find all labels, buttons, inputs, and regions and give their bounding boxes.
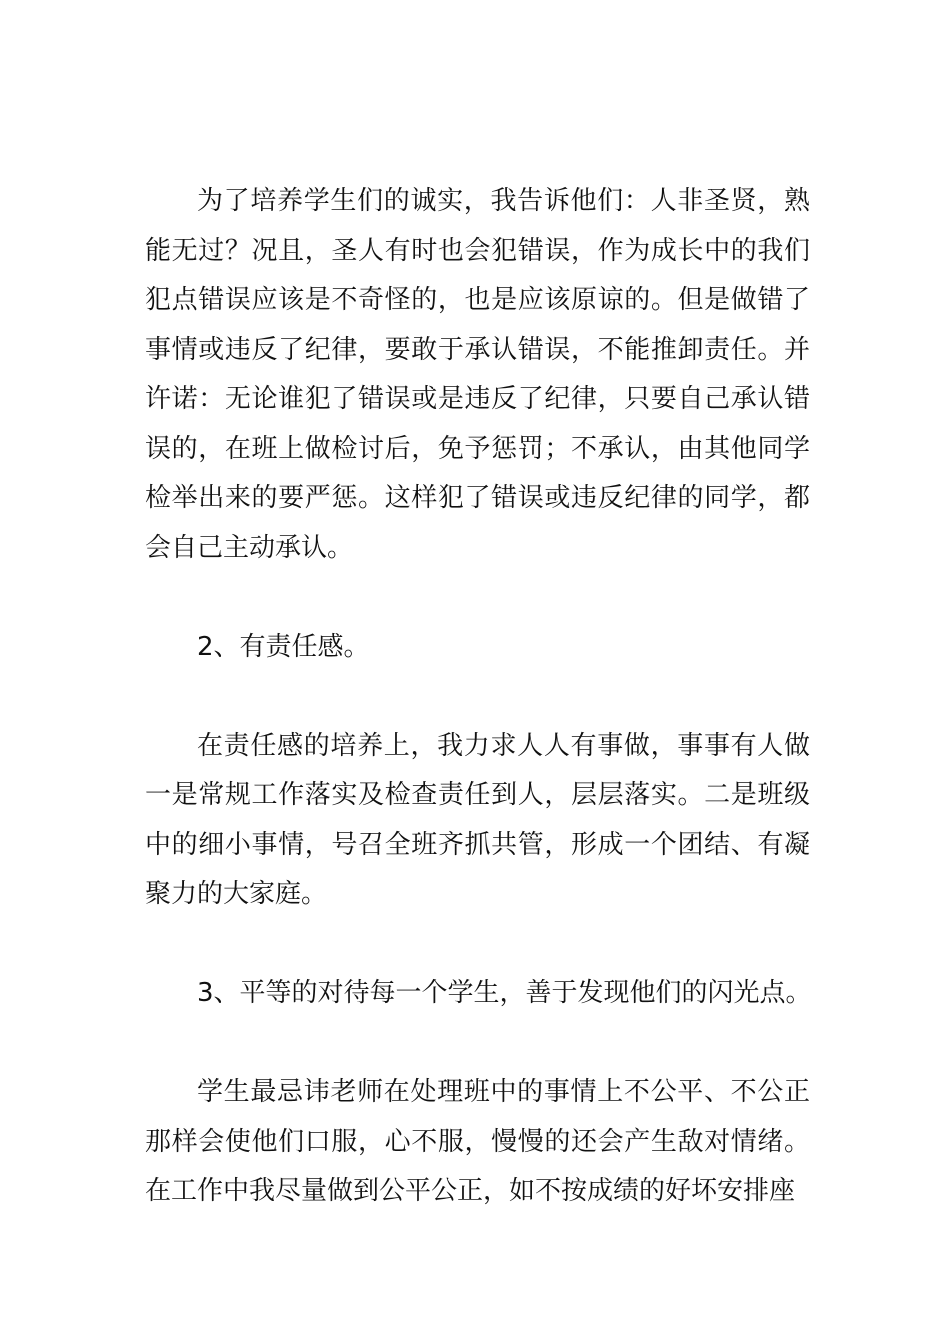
paragraph-responsibility: 在责任感的培养上，我力求人人有事做，事事有人做一是常规工作落实及检查责任到人，层层落实。二是班级中的细小事情，号召全班齐抓共管，形成一个团结、有凝聚力的大家庭。 [145,730,810,909]
heading-equality: 3、平等的对待每一个学生，善于发现他们的闪光点。 [197,978,812,1008]
heading-responsibility: 2、有责任感。 [197,631,370,662]
paragraph-gap [145,573,810,623]
paragraph-honesty: 为了培养学生们的诚实，我告诉他们：人非圣贤，熟能无过？况且，圣人有时也会犯错误，作为成长中的我们犯点错误应该是不奇怪的，也是应该原谅的。但是做错了事情或违反了纪律，要敢于承认错误，不能推卸责任。并许诺：无论谁犯了错误或是违反了纪律，只要自己承认错误的，在班上做检讨后，免予惩罚；不承认，由其他同学检举出来的要严惩。这样犯了错误或违反纪律的同学，都会自己主动承认。 [145,186,810,563]
document-body [145,177,810,1217]
paragraph-equality: 学生最忌讳老师在处理班中的事情上不公平、不公正那样会使他们口服，心不服，慢慢的还会产生敌对情绪。在工作中我尽量做到公平公正，如不按成绩的好坏安排座 [145,1077,810,1206]
paragraph-gap [145,920,810,970]
paragraph-gap [145,1019,810,1069]
paragraph-gap [145,672,810,722]
